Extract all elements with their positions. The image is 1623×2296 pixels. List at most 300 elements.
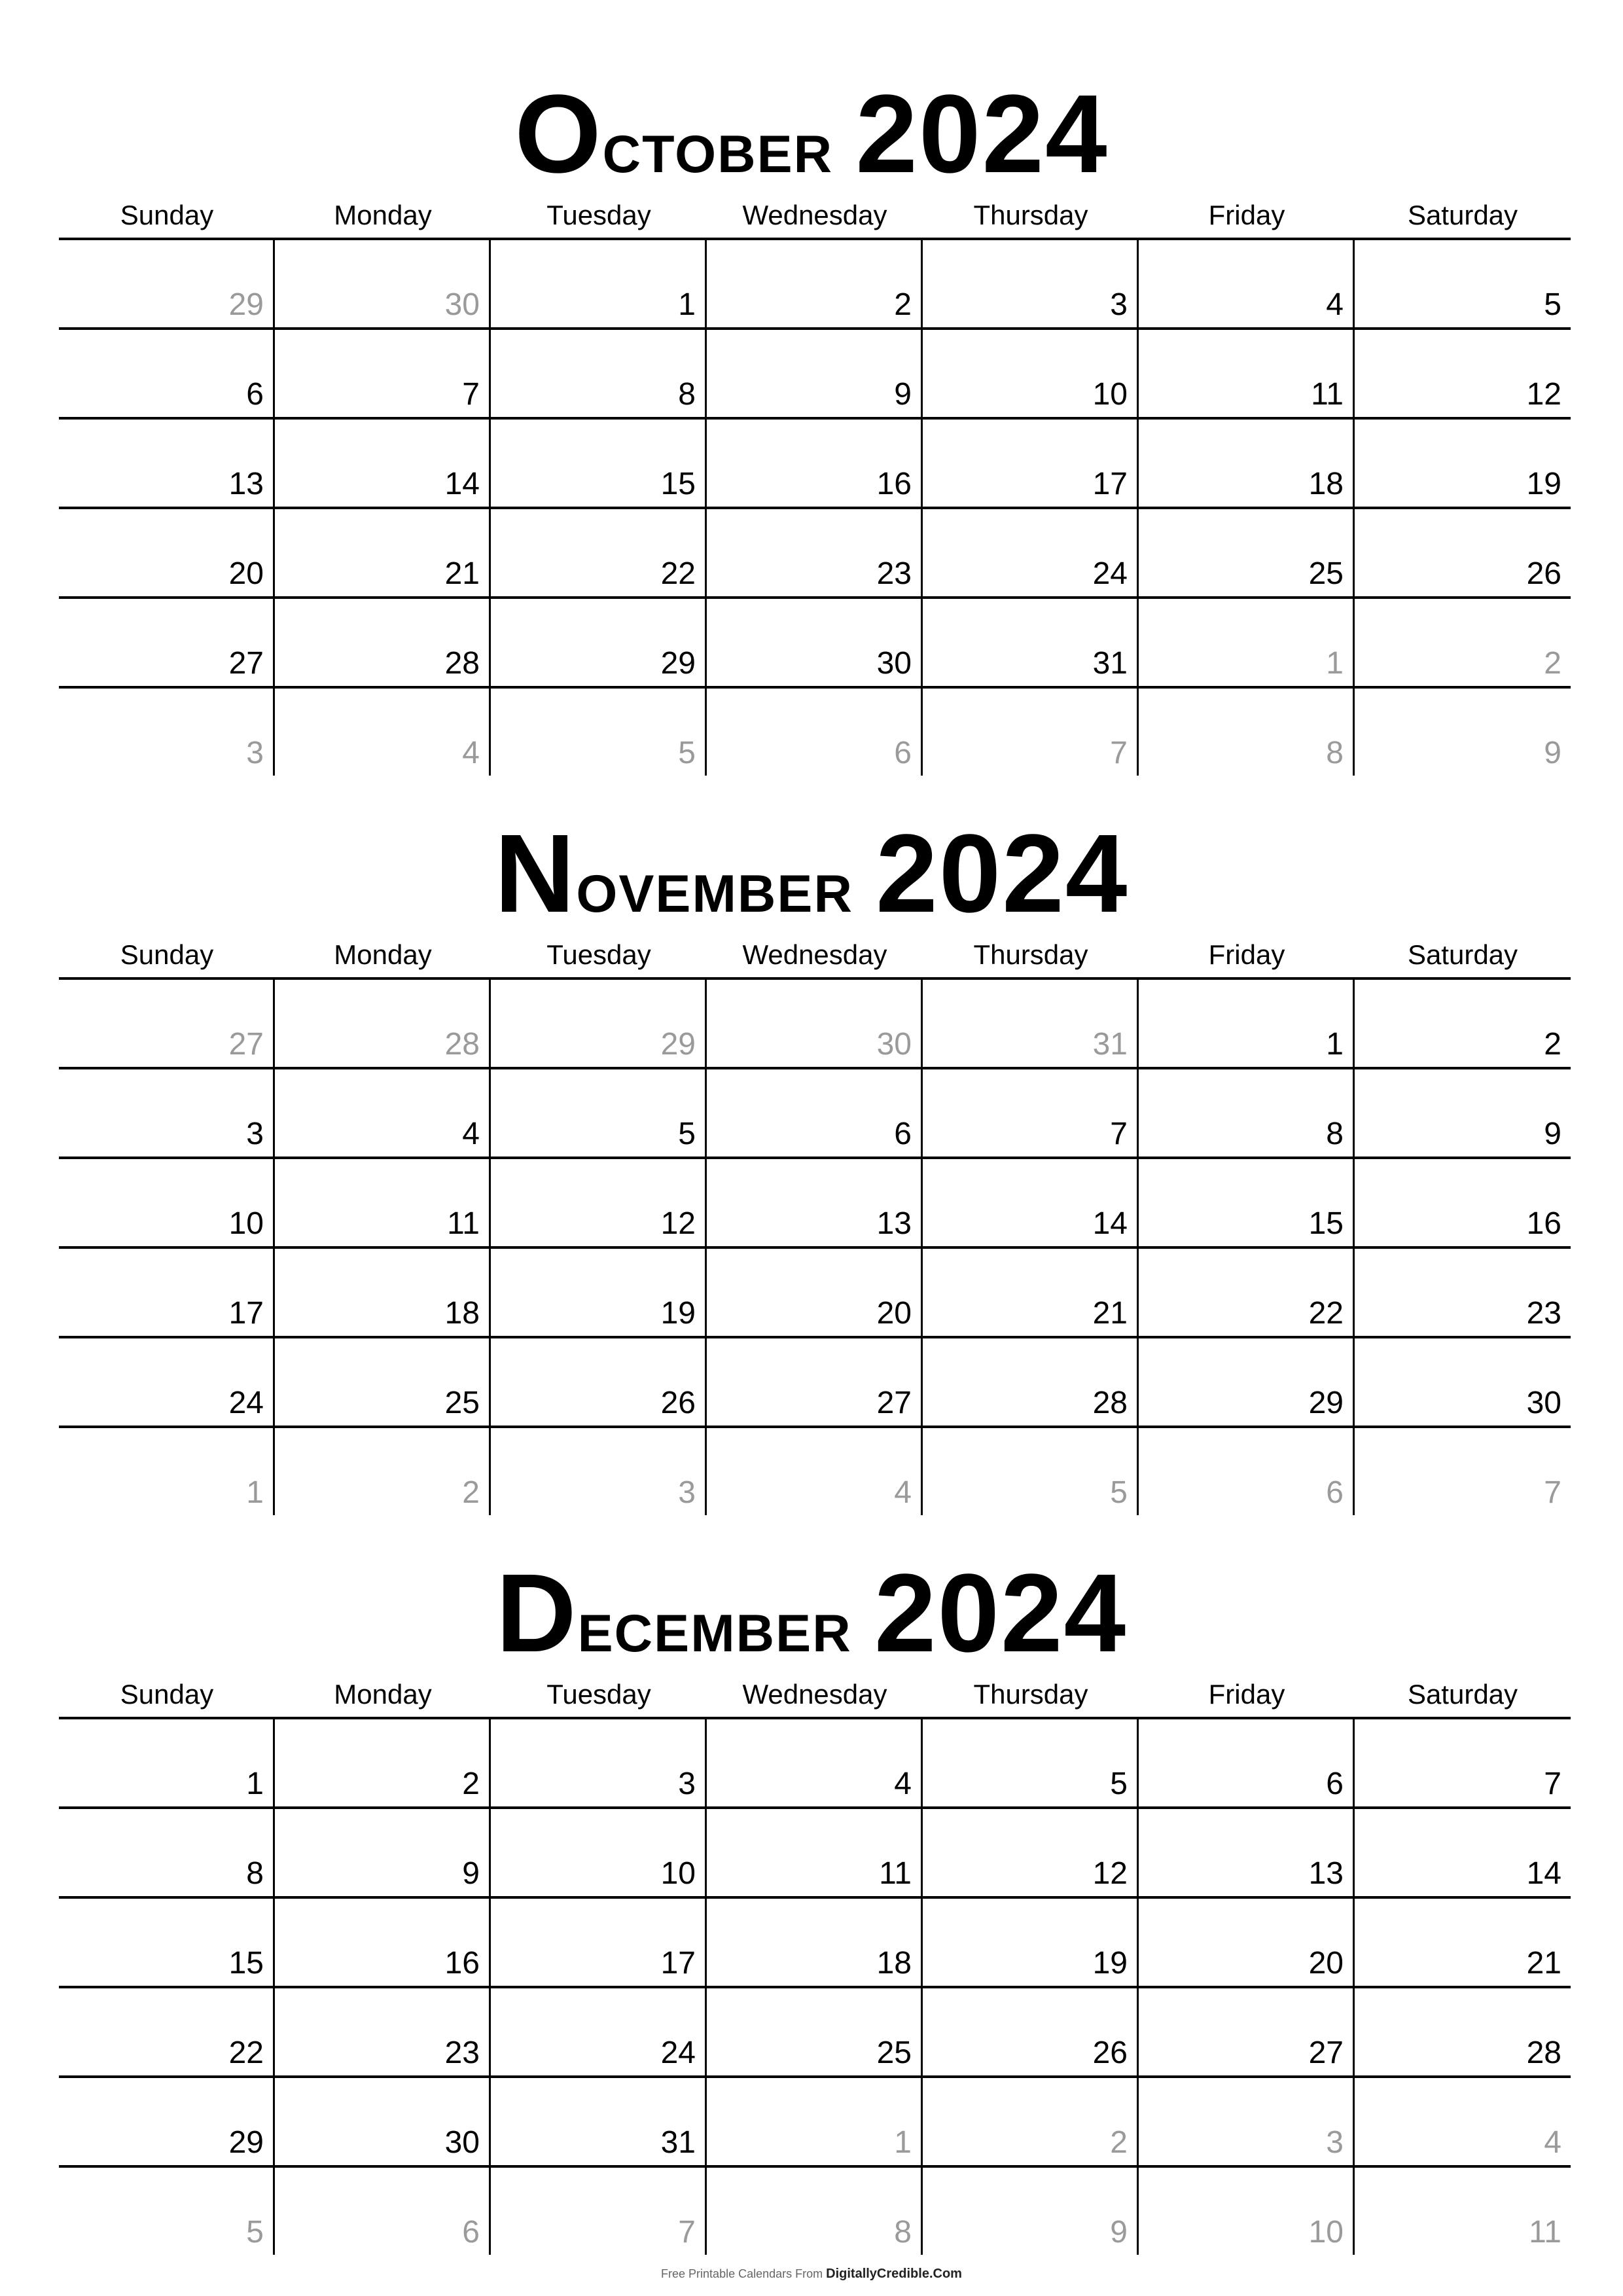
day-cell-adjacent-month[interactable] bbox=[707, 980, 923, 1067]
day-cell[interactable] bbox=[491, 2078, 707, 2165]
day-cell[interactable] bbox=[491, 599, 707, 686]
day-number: 18 bbox=[1308, 467, 1344, 501]
day-number: 8 bbox=[246, 1856, 264, 1891]
day-cell[interactable] bbox=[491, 420, 707, 507]
day-number: 19 bbox=[1526, 467, 1561, 501]
weekday-label: Tuesday bbox=[546, 1679, 651, 1710]
day-number: 26 bbox=[1526, 556, 1561, 591]
day-cell[interactable] bbox=[707, 1719, 923, 1806]
day-number: 7 bbox=[1544, 1767, 1561, 1801]
week-row bbox=[59, 1067, 1571, 1157]
day-number: 1 bbox=[678, 287, 696, 322]
day-number: 4 bbox=[894, 1767, 912, 1801]
day-cell-adjacent-month[interactable] bbox=[59, 689, 275, 776]
month-title-year: 2024 bbox=[876, 812, 1129, 936]
week-row bbox=[59, 238, 1571, 327]
day-number: 18 bbox=[444, 1296, 480, 1331]
day-cell[interactable] bbox=[1139, 509, 1355, 596]
weekday-label: Saturday bbox=[1407, 1679, 1518, 1710]
day-cell-adjacent-month[interactable] bbox=[491, 689, 707, 776]
day-number: 22 bbox=[660, 556, 696, 591]
day-number: 6 bbox=[1326, 1767, 1344, 1801]
month-grid bbox=[59, 977, 1571, 1514]
day-cell-adjacent-month[interactable] bbox=[923, 2078, 1139, 2165]
day-cell[interactable] bbox=[59, 420, 275, 507]
day-cell-adjacent-month[interactable] bbox=[59, 240, 275, 327]
day-cell-adjacent-month[interactable] bbox=[707, 2078, 923, 2165]
day-number: 30 bbox=[444, 2125, 480, 2160]
day-cell[interactable] bbox=[491, 1338, 707, 1426]
footer-credit bbox=[0, 2266, 1623, 2282]
day-number: 5 bbox=[678, 1117, 696, 1151]
day-number: 11 bbox=[1311, 377, 1344, 412]
day-cell[interactable] bbox=[275, 1069, 491, 1157]
day-number: 10 bbox=[1092, 377, 1128, 412]
week-row bbox=[59, 507, 1571, 596]
day-cell-adjacent-month[interactable] bbox=[491, 980, 707, 1067]
day-number: 8 bbox=[1326, 736, 1344, 770]
day-cell-adjacent-month[interactable] bbox=[707, 689, 923, 776]
day-number: 19 bbox=[1092, 1946, 1128, 1981]
weekday-label: Monday bbox=[334, 1679, 432, 1710]
day-cell[interactable] bbox=[923, 330, 1139, 417]
day-number: 26 bbox=[1092, 2036, 1128, 2070]
day-number: 9 bbox=[462, 1856, 480, 1891]
day-number: 1 bbox=[894, 2125, 912, 2160]
day-number: 29 bbox=[660, 1027, 696, 1062]
day-number: 14 bbox=[444, 467, 480, 501]
day-number: 11 bbox=[879, 1856, 912, 1891]
day-cell[interactable] bbox=[491, 509, 707, 596]
day-cell[interactable] bbox=[1139, 1719, 1355, 1806]
day-number: 23 bbox=[876, 556, 912, 591]
day-cell[interactable] bbox=[923, 420, 1139, 507]
day-cell[interactable] bbox=[707, 1338, 923, 1426]
day-number: 22 bbox=[1308, 1296, 1344, 1331]
day-number: 6 bbox=[246, 377, 264, 412]
month-title-initial: O bbox=[514, 72, 603, 196]
day-cell[interactable] bbox=[1355, 1159, 1571, 1246]
day-cell[interactable] bbox=[1139, 420, 1355, 507]
day-number: 15 bbox=[1308, 1206, 1344, 1241]
day-number: 25 bbox=[444, 1386, 480, 1420]
day-cell[interactable] bbox=[1139, 1899, 1355, 1986]
day-number: 3 bbox=[246, 1117, 264, 1151]
day-number: 3 bbox=[678, 1475, 696, 1510]
day-number: 18 bbox=[876, 1946, 912, 1981]
day-number: 9 bbox=[894, 377, 912, 412]
day-cell[interactable] bbox=[275, 1809, 491, 1896]
day-number: 1 bbox=[1326, 646, 1344, 681]
day-cell-adjacent-month[interactable] bbox=[275, 1428, 491, 1515]
day-cell-adjacent-month[interactable] bbox=[1139, 689, 1355, 776]
day-cell[interactable] bbox=[1355, 1249, 1571, 1336]
day-number: 10 bbox=[660, 1856, 696, 1891]
day-number: 2 bbox=[1544, 646, 1561, 681]
day-cell-adjacent-month[interactable] bbox=[1355, 599, 1571, 686]
week-row bbox=[59, 1806, 1571, 1896]
day-cell[interactable] bbox=[923, 1338, 1139, 1426]
day-number: 5 bbox=[1110, 1475, 1128, 1510]
day-cell-adjacent-month[interactable] bbox=[923, 2168, 1139, 2255]
day-cell[interactable] bbox=[1355, 420, 1571, 507]
day-number: 14 bbox=[1092, 1206, 1128, 1241]
day-cell[interactable] bbox=[491, 1899, 707, 1986]
day-number: 21 bbox=[1092, 1296, 1128, 1331]
day-cell[interactable] bbox=[1139, 1069, 1355, 1157]
day-cell[interactable] bbox=[1139, 1988, 1355, 2075]
day-number: 28 bbox=[1526, 2036, 1561, 2070]
month-grid bbox=[59, 1717, 1571, 2253]
weekday-label: Tuesday bbox=[546, 939, 651, 970]
week-row bbox=[59, 1157, 1571, 1246]
day-number: 2 bbox=[1544, 1027, 1561, 1062]
day-cell[interactable] bbox=[491, 240, 707, 327]
day-number: 7 bbox=[462, 377, 480, 412]
day-number: 27 bbox=[228, 646, 264, 681]
day-number: 30 bbox=[876, 646, 912, 681]
weekday-header bbox=[59, 1674, 1571, 1715]
day-number: 27 bbox=[876, 1386, 912, 1420]
day-cell[interactable] bbox=[491, 1809, 707, 1896]
day-number: 1 bbox=[1326, 1027, 1344, 1062]
week-row bbox=[59, 596, 1571, 686]
day-cell[interactable] bbox=[707, 1069, 923, 1157]
day-number: 28 bbox=[444, 646, 480, 681]
day-number: 4 bbox=[1544, 2125, 1561, 2160]
day-cell[interactable] bbox=[1355, 1338, 1571, 1426]
day-cell-adjacent-month[interactable] bbox=[275, 2168, 491, 2255]
day-number: 29 bbox=[228, 2125, 264, 2160]
day-number: 19 bbox=[660, 1296, 696, 1331]
day-cell[interactable] bbox=[491, 1988, 707, 2075]
weekday-label: Wednesday bbox=[742, 200, 887, 230]
day-number: 23 bbox=[1526, 1296, 1561, 1331]
day-cell-adjacent-month[interactable] bbox=[59, 1428, 275, 1515]
day-number: 29 bbox=[228, 287, 264, 322]
day-number: 5 bbox=[1544, 287, 1561, 322]
day-number: 9 bbox=[1544, 736, 1561, 770]
month-title-year: 2024 bbox=[855, 72, 1109, 196]
week-row bbox=[59, 1717, 1571, 1806]
day-number: 24 bbox=[660, 2036, 696, 2070]
day-number: 13 bbox=[228, 467, 264, 501]
day-number: 25 bbox=[876, 2036, 912, 2070]
weekday-label: Monday bbox=[334, 939, 432, 970]
day-number: 17 bbox=[660, 1946, 696, 1981]
day-cell[interactable] bbox=[491, 330, 707, 417]
day-cell-adjacent-month[interactable] bbox=[923, 980, 1139, 1067]
weekday-label: Wednesday bbox=[742, 939, 887, 970]
day-cell[interactable] bbox=[707, 330, 923, 417]
day-number: 30 bbox=[876, 1027, 912, 1062]
day-cell-adjacent-month[interactable] bbox=[275, 689, 491, 776]
day-cell[interactable] bbox=[275, 1338, 491, 1426]
day-number: 6 bbox=[894, 736, 912, 770]
weekday-label: Thursday bbox=[973, 1679, 1088, 1710]
day-cell[interactable] bbox=[59, 509, 275, 596]
day-cell-adjacent-month[interactable] bbox=[1355, 1428, 1571, 1515]
day-cell[interactable] bbox=[923, 1809, 1139, 1896]
day-number: 5 bbox=[1110, 1767, 1128, 1801]
month-title bbox=[0, 812, 1623, 936]
day-number: 11 bbox=[1529, 2215, 1561, 2250]
day-number: 10 bbox=[228, 1206, 264, 1241]
day-cell[interactable] bbox=[1139, 980, 1355, 1067]
day-cell[interactable] bbox=[59, 1159, 275, 1246]
day-cell[interactable] bbox=[59, 1809, 275, 1896]
day-number: 10 bbox=[1308, 2215, 1344, 2250]
day-cell[interactable] bbox=[707, 599, 923, 686]
day-cell[interactable] bbox=[275, 1899, 491, 1986]
day-number: 8 bbox=[894, 2215, 912, 2250]
day-cell[interactable] bbox=[1139, 1159, 1355, 1246]
day-number: 7 bbox=[1544, 1475, 1561, 1510]
day-cell[interactable] bbox=[1355, 330, 1571, 417]
day-number: 4 bbox=[462, 736, 480, 770]
day-cell[interactable] bbox=[1355, 1069, 1571, 1157]
day-number: 31 bbox=[660, 2125, 696, 2160]
day-number: 6 bbox=[1326, 1475, 1344, 1510]
weekday-label: Thursday bbox=[973, 939, 1088, 970]
day-number: 13 bbox=[1308, 1856, 1344, 1891]
week-row bbox=[59, 327, 1571, 417]
day-cell[interactable] bbox=[1355, 1719, 1571, 1806]
day-number: 5 bbox=[246, 2215, 264, 2250]
day-cell-adjacent-month[interactable] bbox=[1355, 689, 1571, 776]
day-cell-adjacent-month[interactable] bbox=[707, 2168, 923, 2255]
week-row bbox=[59, 1246, 1571, 1336]
day-cell[interactable] bbox=[275, 330, 491, 417]
day-cell[interactable] bbox=[59, 330, 275, 417]
day-cell[interactable] bbox=[275, 1719, 491, 1806]
day-number: 26 bbox=[660, 1386, 696, 1420]
day-cell[interactable] bbox=[707, 420, 923, 507]
day-number: 20 bbox=[228, 556, 264, 591]
day-number: 21 bbox=[444, 556, 480, 591]
day-cell-adjacent-month[interactable] bbox=[1355, 2168, 1571, 2255]
day-number: 5 bbox=[678, 736, 696, 770]
day-cell[interactable] bbox=[275, 1159, 491, 1246]
day-cell[interactable] bbox=[59, 1249, 275, 1336]
day-number: 6 bbox=[462, 2215, 480, 2250]
day-cell-adjacent-month[interactable] bbox=[707, 1428, 923, 1515]
week-row bbox=[59, 977, 1571, 1067]
month-title bbox=[0, 72, 1623, 196]
day-number: 24 bbox=[1092, 556, 1128, 591]
day-number: 9 bbox=[1110, 2215, 1128, 2250]
day-number: 29 bbox=[1308, 1386, 1344, 1420]
day-number: 2 bbox=[462, 1767, 480, 1801]
weekday-label: Saturday bbox=[1407, 939, 1518, 970]
weekday-label: Sunday bbox=[120, 1679, 214, 1710]
week-row bbox=[59, 1336, 1571, 1426]
day-cell[interactable] bbox=[707, 1159, 923, 1246]
day-number: 6 bbox=[894, 1117, 912, 1151]
day-number: 11 bbox=[447, 1206, 480, 1241]
month-title-initial: N bbox=[494, 812, 577, 936]
day-cell[interactable] bbox=[707, 1809, 923, 1896]
day-cell[interactable] bbox=[1355, 240, 1571, 327]
day-number: 1 bbox=[246, 1767, 264, 1801]
day-cell[interactable] bbox=[1139, 240, 1355, 327]
day-number: 20 bbox=[1308, 1946, 1344, 1981]
day-cell[interactable] bbox=[59, 1719, 275, 1806]
day-cell[interactable] bbox=[1355, 1809, 1571, 1896]
day-number: 12 bbox=[1092, 1856, 1128, 1891]
week-row bbox=[59, 1426, 1571, 1515]
day-cell[interactable] bbox=[923, 1719, 1139, 1806]
day-cell[interactable] bbox=[1355, 1899, 1571, 1986]
day-cell-adjacent-month[interactable] bbox=[1355, 2078, 1571, 2165]
day-cell-adjacent-month[interactable] bbox=[491, 2168, 707, 2255]
day-number: 30 bbox=[444, 287, 480, 322]
day-number: 20 bbox=[876, 1296, 912, 1331]
day-cell[interactable] bbox=[59, 2078, 275, 2165]
weekday-label: Friday bbox=[1208, 939, 1285, 970]
day-number: 15 bbox=[228, 1946, 264, 1981]
day-cell-adjacent-month[interactable] bbox=[59, 980, 275, 1067]
footer-site-link[interactable]: DigitallyCredible.Com bbox=[826, 2267, 962, 2281]
day-number: 12 bbox=[1526, 377, 1561, 412]
weekday-label: Sunday bbox=[120, 200, 214, 230]
day-cell[interactable] bbox=[491, 1719, 707, 1806]
day-number: 7 bbox=[1110, 1117, 1128, 1151]
day-cell[interactable] bbox=[275, 2078, 491, 2165]
day-number: 8 bbox=[1326, 1117, 1344, 1151]
day-number: 4 bbox=[1326, 287, 1344, 322]
day-cell-adjacent-month[interactable] bbox=[491, 1428, 707, 1515]
day-cell[interactable] bbox=[491, 1249, 707, 1336]
day-number: 17 bbox=[1092, 467, 1128, 501]
weekday-label: Friday bbox=[1208, 200, 1285, 230]
day-number: 3 bbox=[1326, 2125, 1344, 2160]
weekday-label: Saturday bbox=[1407, 200, 1518, 230]
day-cell[interactable] bbox=[1139, 1809, 1355, 1896]
month-title-initial: D bbox=[495, 1551, 578, 1676]
day-cell[interactable] bbox=[1355, 509, 1571, 596]
day-number: 22 bbox=[228, 2036, 264, 2070]
month-title-rest: ctober bbox=[602, 103, 834, 188]
day-number: 23 bbox=[444, 2036, 480, 2070]
day-cell[interactable] bbox=[707, 1988, 923, 2075]
weekday-label: Sunday bbox=[120, 939, 214, 970]
day-cell[interactable] bbox=[707, 1899, 923, 1986]
day-cell[interactable] bbox=[1139, 1338, 1355, 1426]
day-cell[interactable] bbox=[1139, 1249, 1355, 1336]
day-cell-adjacent-month[interactable] bbox=[923, 1428, 1139, 1515]
day-cell[interactable] bbox=[275, 509, 491, 596]
day-cell[interactable] bbox=[59, 599, 275, 686]
day-number: 31 bbox=[1092, 646, 1128, 681]
day-cell[interactable] bbox=[923, 240, 1139, 327]
day-number: 2 bbox=[1110, 2125, 1128, 2160]
weekday-label: Wednesday bbox=[742, 1679, 887, 1710]
day-cell[interactable] bbox=[923, 509, 1139, 596]
month-title-rest: ecember bbox=[577, 1583, 852, 1668]
day-cell-adjacent-month[interactable] bbox=[275, 980, 491, 1067]
week-row bbox=[59, 1986, 1571, 2075]
day-number: 3 bbox=[678, 1767, 696, 1801]
day-cell[interactable] bbox=[59, 1988, 275, 2075]
week-row bbox=[59, 2075, 1571, 2165]
day-cell-adjacent-month[interactable] bbox=[923, 689, 1139, 776]
day-cell[interactable] bbox=[1139, 330, 1355, 417]
day-cell[interactable] bbox=[59, 1338, 275, 1426]
day-number: 3 bbox=[246, 736, 264, 770]
day-cell-adjacent-month[interactable] bbox=[59, 2168, 275, 2255]
day-cell-adjacent-month[interactable] bbox=[1139, 599, 1355, 686]
day-number: 16 bbox=[444, 1946, 480, 1981]
day-number: 9 bbox=[1544, 1117, 1561, 1151]
month-title-rest: ovember bbox=[576, 843, 853, 928]
weekday-header bbox=[59, 935, 1571, 975]
day-cell[interactable] bbox=[707, 240, 923, 327]
day-cell[interactable] bbox=[923, 1069, 1139, 1157]
day-number: 30 bbox=[1526, 1386, 1561, 1420]
day-cell[interactable] bbox=[275, 1249, 491, 1336]
day-cell-adjacent-month[interactable] bbox=[275, 240, 491, 327]
day-cell-adjacent-month[interactable] bbox=[1139, 1428, 1355, 1515]
day-number: 7 bbox=[678, 2215, 696, 2250]
day-cell[interactable] bbox=[275, 599, 491, 686]
day-number: 16 bbox=[1526, 1206, 1561, 1241]
day-number: 27 bbox=[1308, 2036, 1344, 2070]
day-cell[interactable] bbox=[707, 509, 923, 596]
day-cell[interactable] bbox=[275, 1988, 491, 2075]
day-cell[interactable] bbox=[1355, 1988, 1571, 2075]
weekday-header bbox=[59, 195, 1571, 236]
day-number: 7 bbox=[1110, 736, 1128, 770]
day-number: 4 bbox=[894, 1475, 912, 1510]
day-number: 28 bbox=[1092, 1386, 1128, 1420]
month-grid bbox=[59, 238, 1571, 774]
day-cell[interactable] bbox=[923, 1988, 1139, 2075]
month-title bbox=[0, 1551, 1623, 1676]
day-number: 4 bbox=[462, 1117, 480, 1151]
day-number: 27 bbox=[228, 1027, 264, 1062]
day-cell[interactable] bbox=[491, 1069, 707, 1157]
day-cell[interactable] bbox=[275, 420, 491, 507]
day-number: 13 bbox=[876, 1206, 912, 1241]
day-cell[interactable] bbox=[59, 1899, 275, 1986]
day-number: 21 bbox=[1526, 1946, 1561, 1981]
day-cell[interactable] bbox=[1355, 980, 1571, 1067]
day-cell[interactable] bbox=[923, 599, 1139, 686]
day-cell[interactable] bbox=[923, 1899, 1139, 1986]
day-number: 31 bbox=[1092, 1027, 1128, 1062]
day-cell[interactable] bbox=[923, 1249, 1139, 1336]
day-cell[interactable] bbox=[59, 1069, 275, 1157]
day-number: 24 bbox=[228, 1386, 264, 1420]
day-cell[interactable] bbox=[923, 1159, 1139, 1246]
day-number: 2 bbox=[894, 287, 912, 322]
day-number: 16 bbox=[876, 467, 912, 501]
day-cell-adjacent-month[interactable] bbox=[1139, 2078, 1355, 2165]
day-number: 29 bbox=[660, 646, 696, 681]
weekday-label: Friday bbox=[1208, 1679, 1285, 1710]
day-cell[interactable] bbox=[707, 1249, 923, 1336]
day-number: 1 bbox=[246, 1475, 264, 1510]
week-row bbox=[59, 417, 1571, 507]
day-number: 2 bbox=[462, 1475, 480, 1510]
day-number: 14 bbox=[1526, 1856, 1561, 1891]
month-title-year: 2024 bbox=[874, 1551, 1128, 1676]
weekday-label: Monday bbox=[334, 200, 432, 230]
day-cell[interactable] bbox=[491, 1159, 707, 1246]
day-number: 8 bbox=[678, 377, 696, 412]
day-cell-adjacent-month[interactable] bbox=[1139, 2168, 1355, 2255]
